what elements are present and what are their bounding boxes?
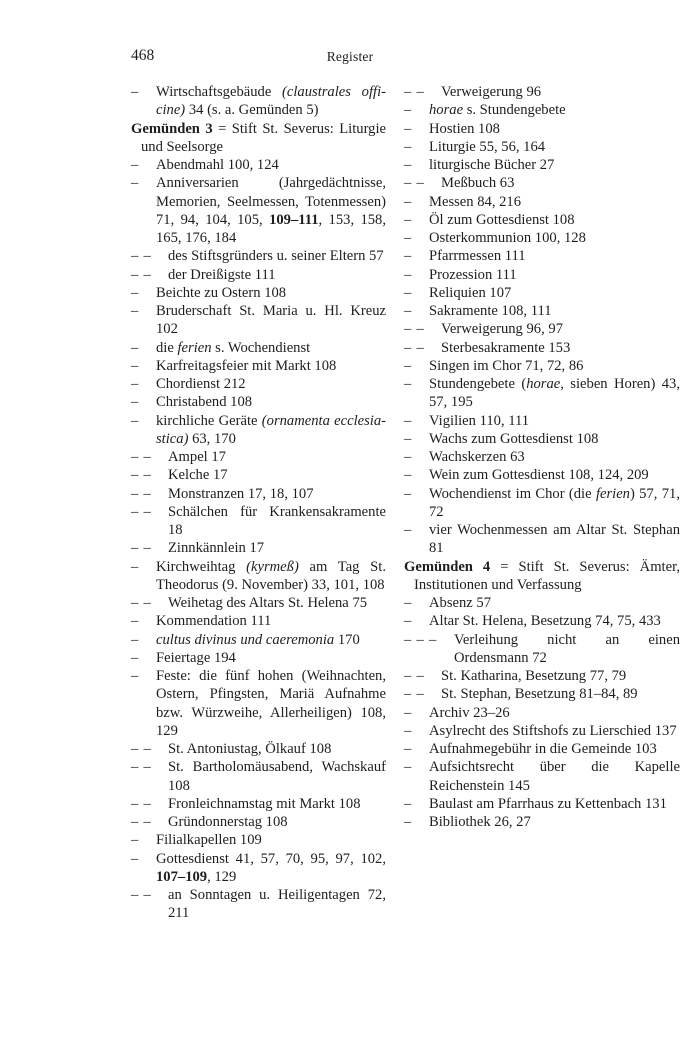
index-entry — [404, 138, 680, 156]
index-entry — [404, 685, 680, 703]
index-entry — [404, 430, 680, 448]
text-segment: an Sonntagen u. Heiligentagen 72, 211 — [168, 887, 386, 922]
index-entry — [404, 120, 680, 138]
entry-text — [131, 539, 386, 557]
text-segment: Feiertage 194 — [156, 649, 236, 666]
text-segment: Osterkommunion 100, 128 — [429, 230, 586, 246]
index-entry — [131, 485, 386, 503]
entry-text — [131, 466, 386, 484]
index-entry — [404, 485, 680, 522]
entry-text — [404, 667, 680, 685]
entry-text — [131, 649, 386, 667]
text-segment: St. Bartholomäusabend, Wachskauf 108 — [168, 759, 386, 794]
text-segment: Pfarrmessen 111 — [429, 248, 526, 265]
index-entry — [404, 320, 680, 338]
index-entry — [131, 174, 386, 247]
subentry-dashes: – — [131, 357, 139, 374]
index-entry — [131, 284, 386, 302]
text-segment: des Stiftsgründers u. seiner Eltern 57 — [168, 248, 384, 265]
text-segment: St. Katharina, Besetzung 77, 79 — [441, 668, 627, 684]
entry-text — [131, 120, 386, 157]
text-segment: Abendmahl 100, 124 — [156, 157, 279, 173]
subentry-dashes: – — [404, 376, 412, 392]
index-entry — [404, 211, 680, 229]
text-segment: Aufnahmegebühr in die Gemeinde 103 — [429, 741, 657, 757]
italic-text: cultus divinus und caeremonia — [156, 631, 335, 648]
index-entry — [404, 758, 680, 795]
subentry-dashes: – — [131, 668, 139, 684]
entry-text — [131, 83, 386, 120]
italic-text: horae — [429, 102, 464, 119]
subentry-dashes: – – — [131, 540, 151, 557]
index-column-left — [131, 83, 386, 923]
entry-text — [131, 594, 386, 612]
index-entry — [131, 503, 386, 540]
index-entry — [404, 631, 680, 668]
italic-text: (claustrales offi-cine) — [156, 84, 386, 119]
subentry-dashes: – — [131, 394, 139, 411]
text-segment: Asylrecht des Stiftshofs zu Lierschied 137 — [429, 722, 677, 739]
index-entry — [131, 412, 386, 449]
italic-text: horae — [526, 376, 561, 392]
subentry-dashes: – — [404, 303, 412, 319]
subentry-dashes: – – — [131, 887, 151, 903]
entry-text — [131, 266, 386, 284]
entry-text — [404, 813, 680, 831]
index-entry — [131, 247, 386, 265]
index-entry — [404, 229, 680, 247]
subentry-dashes: – — [404, 211, 412, 228]
entry-text — [131, 667, 386, 740]
index-entry — [131, 813, 386, 831]
entry-text — [404, 612, 680, 630]
index-entry — [131, 594, 386, 612]
index-entry — [404, 247, 680, 265]
text-segment: Anniversarien (Jahrgedächtnisse, Memorien, Seelmessen, Totenmessen) 71, 94, 104, 105, — [156, 175, 386, 228]
text-segment: Weihetag des Altars St. Helena 75 — [168, 595, 368, 611]
entry-text — [404, 120, 680, 138]
subentry-dashes: – — [404, 449, 412, 465]
subentry-dashes: – – — [131, 595, 151, 611]
index-entry — [131, 156, 386, 174]
text-segment: Beichte zu Ostern 108 — [156, 284, 287, 301]
entry-text — [131, 247, 386, 265]
text-segment: vier Wochenmessen am Altar St. Stephan 81 — [429, 522, 680, 557]
index-entry — [131, 266, 386, 284]
index-entry — [404, 722, 680, 740]
text-segment: , 153, 158, 165, 176, 184 — [156, 211, 387, 246]
text-segment: Gründonnerstag 108 — [168, 814, 288, 830]
text-segment: liturgische Bücher 27 — [429, 157, 555, 173]
bold-text: 107–109 — [156, 868, 208, 885]
text-segment: Liturgie 55, 56, 164 — [429, 138, 546, 155]
entry-text — [131, 631, 386, 649]
index-entry — [131, 357, 386, 375]
index-entry — [131, 612, 386, 630]
text-segment: 63, 170 — [188, 430, 236, 447]
index-entry — [131, 302, 386, 339]
entry-text — [131, 448, 386, 466]
subentry-dashes: – – — [404, 339, 424, 356]
entry-text — [131, 831, 386, 849]
subentry-dashes: – – — [131, 485, 151, 502]
text-segment: Monstranzen 17, 18, 107 — [168, 485, 314, 502]
subentry-dashes: – — [404, 230, 412, 246]
subentry-dashes: – – — [131, 248, 151, 265]
subentry-dashes: – – — [131, 266, 151, 283]
index-entry — [131, 758, 386, 795]
index-entry — [404, 412, 680, 430]
entry-text — [131, 558, 386, 595]
subentry-dashes: – – — [404, 84, 424, 100]
entry-text — [131, 795, 386, 813]
subentry-dashes: – — [404, 741, 412, 757]
text-segment: 34 (s. a. Gemünden 5) — [185, 102, 319, 119]
entry-text — [404, 320, 680, 338]
index-entry — [131, 339, 386, 357]
subentry-dashes: – – – — [404, 631, 437, 648]
subentry-dashes: – – — [131, 467, 151, 484]
text-segment: = Stift St. Severus: Ämter, Institutionen und Verfassung — [414, 558, 681, 593]
entry-text — [404, 685, 680, 703]
entry-text — [404, 558, 680, 595]
subentry-dashes: – — [131, 84, 139, 100]
subentry-dashes: – — [404, 467, 412, 484]
text-segment: = Stift St. Severus: Liturgie und Seelsorge — [141, 120, 386, 155]
index-entry — [404, 466, 680, 484]
text-segment: s. Stundengebete — [463, 102, 566, 119]
subentry-dashes: – – — [131, 503, 151, 520]
text-segment: Kommendation 111 — [156, 613, 272, 630]
subentry-dashes: – — [404, 485, 412, 502]
index-entry — [131, 375, 386, 393]
text-segment: Verweigerung 96 — [441, 84, 542, 100]
index-entry — [404, 704, 680, 722]
entry-text — [404, 430, 680, 448]
index-entry — [404, 612, 680, 630]
entry-text — [131, 339, 386, 357]
index-entry — [404, 813, 680, 831]
text-segment: am Tag St. Theodorus (9. November) 33, 101, 108 — [156, 558, 386, 593]
subentry-dashes: – – — [131, 814, 151, 830]
subentry-dashes: – — [404, 357, 412, 374]
subentry-dashes: – — [404, 704, 412, 721]
subentry-dashes: – — [404, 102, 412, 119]
entry-text — [404, 339, 680, 357]
entry-text — [404, 174, 680, 192]
index-entry — [404, 101, 680, 119]
text-segment: Wachskerzen 63 — [429, 449, 525, 465]
entry-text — [404, 795, 680, 813]
text-segment: Kirchweihtag — [156, 558, 247, 575]
index-entry — [404, 302, 680, 320]
subentry-dashes: – — [404, 795, 412, 812]
entry-text — [131, 393, 386, 411]
subentry-dashes: – — [131, 175, 139, 192]
text-segment: Christabend 108 — [156, 394, 253, 411]
entry-text — [404, 375, 680, 412]
italic-text: ferien — [177, 339, 212, 356]
entry-text — [404, 266, 680, 284]
entry-text — [404, 302, 680, 320]
italic-text: (ornamenta ecclesia-stica) — [156, 412, 386, 447]
subentry-dashes: – – — [404, 175, 424, 192]
subentry-dashes: – — [404, 595, 412, 611]
index-entry — [404, 156, 680, 174]
text-segment: Filialkapellen 109 — [156, 832, 262, 849]
text-segment: Baulast am Pfarrhaus zu Kettenbach 131 — [429, 795, 667, 812]
entry-text — [131, 174, 386, 247]
index-entry — [404, 357, 680, 375]
running-head: Register — [326, 49, 374, 64]
entry-text — [404, 758, 680, 795]
subentry-dashes: – — [404, 120, 412, 137]
subentry-dashes: – — [131, 157, 139, 173]
subentry-dashes: – – — [131, 795, 151, 812]
entry-text — [131, 740, 386, 758]
subentry-dashes: – — [404, 157, 412, 173]
index-entry — [404, 521, 680, 558]
entry-text — [404, 722, 680, 740]
entry-text — [131, 375, 386, 393]
text-segment: Stundengebete ( — [429, 376, 527, 392]
entry-text — [131, 156, 386, 174]
text-segment: Kelche 17 — [168, 467, 228, 484]
text-segment: Wachs zum Gottesdienst 108 — [429, 430, 599, 447]
entry-text — [131, 357, 386, 375]
text-segment: die — [156, 339, 178, 356]
italic-text: (kyrmeß) — [246, 558, 299, 575]
entry-text — [131, 485, 386, 503]
subentry-dashes: – – — [131, 759, 151, 776]
text-segment: Verweigerung 96, 97 — [441, 321, 563, 338]
subentry-dashes: – — [131, 412, 139, 429]
index-column-right — [404, 83, 680, 831]
entry-text — [404, 284, 680, 302]
subentry-dashes: – — [404, 522, 412, 538]
subentry-dashes: – — [404, 138, 412, 155]
index-entry — [404, 266, 680, 284]
index-entry — [404, 667, 680, 685]
index-entry — [131, 850, 386, 887]
index-entry — [404, 284, 680, 302]
text-segment: Öl zum Gottesdienst 108 — [429, 211, 575, 228]
entry-text — [404, 466, 680, 484]
text-segment: Aufsichtsrecht über die Kapelle Reichenstein 145 — [429, 759, 680, 794]
entry-text — [404, 138, 680, 156]
subentry-dashes: – — [131, 850, 139, 867]
text-segment: Messen 84, 216 — [429, 193, 522, 210]
index-entry — [404, 448, 680, 466]
entry-text — [131, 302, 386, 339]
text-segment: Meßbuch 63 — [441, 175, 515, 192]
subentry-dashes: – – — [404, 686, 424, 703]
subentry-dashes: – — [131, 284, 139, 301]
index-entry — [404, 83, 680, 101]
entry-text — [404, 594, 680, 612]
subentry-dashes: – — [131, 832, 139, 849]
subentry-dashes: – — [404, 613, 412, 630]
text-segment: Wochendienst im Chor (die — [429, 485, 596, 502]
subentry-dashes: – — [131, 303, 139, 319]
entry-text — [404, 704, 680, 722]
index-entry — [131, 466, 386, 484]
entry-text — [131, 284, 386, 302]
entry-text — [131, 850, 386, 887]
subentry-dashes: – – — [131, 449, 151, 465]
bold-text: 109–111 — [269, 211, 319, 228]
index-entry — [131, 83, 386, 120]
subentry-dashes: – — [404, 248, 412, 265]
text-segment: Schälchen für Krankensakramente 18 — [168, 503, 386, 538]
page-number: 468 — [131, 47, 155, 64]
text-segment: Feste: die fünf hohen (Weihnachten, Ostern, Pfingsten, Mariä Aufnahme bzw. Würzweihe, Allerheiligen) 108, 129 — [156, 668, 386, 739]
index-entry — [131, 667, 386, 740]
entry-text — [404, 631, 680, 668]
text-segment: Ampel 17 — [168, 449, 226, 465]
text-segment: Hostien 108 — [429, 120, 500, 137]
subentry-dashes: – — [131, 376, 139, 392]
index-entry — [131, 539, 386, 557]
text-segment: Karfreitagsfeier mit Markt 108 — [156, 357, 337, 374]
index-entry — [404, 174, 680, 192]
text-segment: Wein zum Gottesdienst 108, 124, 209 — [429, 467, 649, 484]
text-segment: St. Antoniustag, Ölkauf 108 — [168, 741, 332, 757]
entry-text — [131, 503, 386, 540]
entry-text — [404, 101, 680, 119]
subentry-dashes: – — [131, 558, 139, 575]
subentry-dashes: – — [131, 339, 139, 356]
bold-text: Gemünden 4 — [404, 558, 491, 575]
subentry-dashes: – — [404, 814, 412, 830]
text-segment: Wirtschaftsgebäude — [156, 84, 283, 100]
subentry-dashes: – — [404, 193, 412, 210]
subentry-dashes: – — [404, 412, 412, 429]
subentry-dashes: – — [404, 284, 412, 301]
text-segment: Absenz 57 — [429, 595, 492, 611]
subentry-dashes: – – — [131, 741, 151, 757]
text-segment: Verleihung nicht an einen Ordensmann 72 — [454, 631, 680, 666]
text-segment: Archiv 23–26 — [429, 704, 510, 721]
subentry-dashes: – — [131, 631, 139, 648]
entry-text — [404, 521, 680, 558]
index-entry — [131, 831, 386, 849]
text-segment: Altar St. Helena, Besetzung 74, 75, 433 — [429, 613, 661, 630]
text-segment: Reliquien 107 — [429, 284, 512, 301]
text-segment: , sieben Horen) 43, 57, 195 — [429, 376, 680, 411]
text-segment: der Dreißigste 111 — [168, 266, 276, 283]
text-segment: Singen im Chor 71, 72, 86 — [429, 357, 584, 374]
text-segment: Fronleichnamstag mit Markt 108 — [168, 795, 361, 812]
entry-text — [404, 412, 680, 430]
index-entry — [404, 795, 680, 813]
entry-text — [404, 156, 680, 174]
index-heading — [131, 120, 386, 157]
text-segment: Zinnkännlein 17 — [168, 540, 265, 557]
text-segment: Sterbesakramente 153 — [441, 339, 571, 356]
index-entry — [404, 339, 680, 357]
subentry-dashes: – — [404, 266, 412, 283]
index-entry — [404, 193, 680, 211]
index-entry — [131, 795, 386, 813]
entry-text — [404, 448, 680, 466]
text-segment: Bibliothek 26, 27 — [429, 814, 531, 830]
entry-text — [131, 813, 386, 831]
text-segment: Chordienst 212 — [156, 376, 246, 392]
entry-text — [404, 211, 680, 229]
subentry-dashes: – – — [404, 668, 424, 684]
index-entry — [131, 448, 386, 466]
text-segment: St. Stephan, Besetzung 81–84, 89 — [441, 686, 638, 703]
subentry-dashes: – — [131, 613, 139, 630]
entry-text — [404, 229, 680, 247]
entry-text — [131, 758, 386, 795]
index-entry — [131, 393, 386, 411]
entry-text — [131, 412, 386, 449]
entry-text — [131, 612, 386, 630]
subentry-dashes: – — [131, 649, 139, 666]
index-entry — [404, 594, 680, 612]
subentry-dashes: – — [404, 430, 412, 447]
entry-text — [404, 193, 680, 211]
text-segment: 170 — [334, 631, 360, 648]
entry-text — [404, 247, 680, 265]
italic-text: ferien — [595, 485, 630, 502]
index-heading — [404, 558, 680, 595]
index-entry — [131, 558, 386, 595]
text-segment: Bruderschaft St. Maria u. Hl. Kreuz 102 — [156, 303, 386, 338]
text-segment: ) 57, 71, 72 — [429, 485, 680, 520]
subentry-dashes: – – — [404, 321, 424, 338]
index-entry — [404, 740, 680, 758]
text-segment: Prozession 111 — [429, 266, 517, 283]
index-entry — [131, 886, 386, 923]
text-segment: Vigilien 110, 111 — [429, 412, 530, 429]
entry-text — [404, 485, 680, 522]
index-entry — [131, 740, 386, 758]
entry-text — [404, 83, 680, 101]
entry-text — [131, 886, 386, 923]
text-segment: Sakramente 108, 111 — [429, 303, 552, 319]
text-segment: , 129 — [207, 868, 237, 885]
index-entry — [404, 375, 680, 412]
entry-text — [404, 357, 680, 375]
entry-text — [404, 740, 680, 758]
bold-text: Gemünden 3 — [131, 120, 213, 137]
text-segment: kirchliche Geräte — [156, 412, 262, 429]
index-entry — [131, 631, 386, 649]
text-segment: s. Wochendienst — [211, 339, 311, 356]
subentry-dashes: – — [404, 759, 412, 776]
index-entry — [131, 649, 386, 667]
text-segment: Gottesdienst 41, 57, 70, 95, 97, 102, — [156, 850, 386, 867]
subentry-dashes: – — [404, 722, 412, 739]
